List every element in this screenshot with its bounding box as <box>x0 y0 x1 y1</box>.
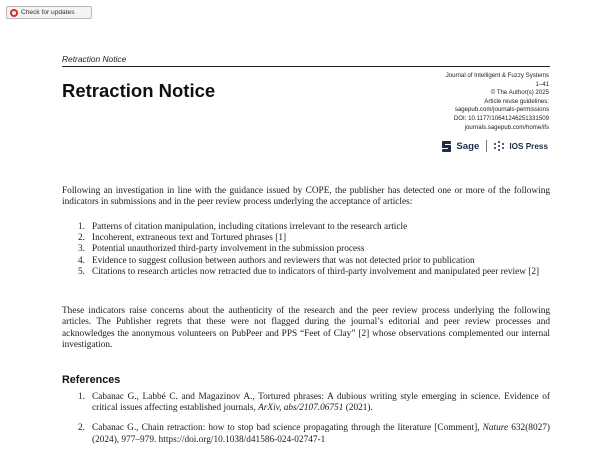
check-for-updates-button[interactable] <box>6 6 92 19</box>
page-title: Retraction Notice <box>62 80 216 101</box>
permissions-link[interactable]: sagepub.com/journals-permissions <box>454 106 549 114</box>
reference-doi-link[interactable]: 632(8027) (2024), 977–979. https://doi.org/10.1038/d41586-024-02747-1 <box>92 423 550 445</box>
publisher-logos <box>442 140 548 152</box>
sage-logo-icon <box>442 141 451 152</box>
crossmark-icon <box>10 9 18 17</box>
copyright-line: © The Author(s) 2025 <box>490 89 549 97</box>
page-range: 1–41 <box>535 80 549 88</box>
list-item: 2. Incoherent, extraneous text and Tortured phrases [1] <box>78 233 287 244</box>
list-item: 4. Evidence to suggest collusion between authors and reviewers that was not detected prior to publication <box>78 255 475 266</box>
list-item: 5. Citations to research articles now retracted due to indicators of third-party involvement and manipulated peer review [2] <box>78 266 540 277</box>
references-heading: References <box>62 374 121 386</box>
logo-divider <box>486 140 487 152</box>
reference-list <box>78 392 550 455</box>
doi-link[interactable]: DOI: 10.1177/10641246251331509 <box>453 114 549 122</box>
indicator-list <box>78 222 550 278</box>
check-for-updates-label: Check for updates <box>21 9 75 16</box>
journal-metadata <box>446 72 549 132</box>
reference-item: 1. Cabanac G., Labbé C. and Magazinov A., Tortured phrases: A dubious writing style emerging in science. Evidence of critical issues affecting established journals, ArXiv, abs/2107.06751 (2021). <box>78 392 550 414</box>
ios-press-logo-icon <box>494 141 504 151</box>
journal-name: Journal of Intelligent & Fuzzy Systems <box>445 72 549 79</box>
section-label: Retraction Notice <box>62 54 127 64</box>
section-divider <box>62 66 550 67</box>
intro-paragraph: Following an investigation in line with the guidance issued by COPE, the publisher has detected one or more of the following indicators in submissions and in the peer review process underlying the acceptance of articles: <box>62 186 550 208</box>
list-item: 3. Potential unauthorized third-party involvement in the submission process <box>78 244 365 255</box>
journal-homepage-link[interactable]: journals.sagepub.com/home/ifs <box>464 123 549 131</box>
sage-logo-text: Sage <box>456 140 480 152</box>
closing-paragraph: These indicators raise concerns about the authenticity of the research and the peer review process underlying the following articles. The Publisher regrets that these were not flagged during the journal’s editorial and peer review processes and acknowledges the anonymous volunteers on PubPeer and PPS “Feet of Clay” [2] whose observations complemented our internal investigation. <box>62 306 550 350</box>
list-item: 1. Patterns of citation manipulation, including citations irrelevant to the research article <box>78 222 408 232</box>
reuse-label: Article reuse guidelines: <box>484 97 549 105</box>
reference-item: 2. Cabanac G., Chain retraction: how to stop bad science propagating through the literature [Comment], Nature 632(8027) (2024), 977–979. https://doi.org/10.1038/d41586-024-02747-1 <box>78 423 550 445</box>
ios-press-logo-text: IOS Press <box>509 141 548 151</box>
